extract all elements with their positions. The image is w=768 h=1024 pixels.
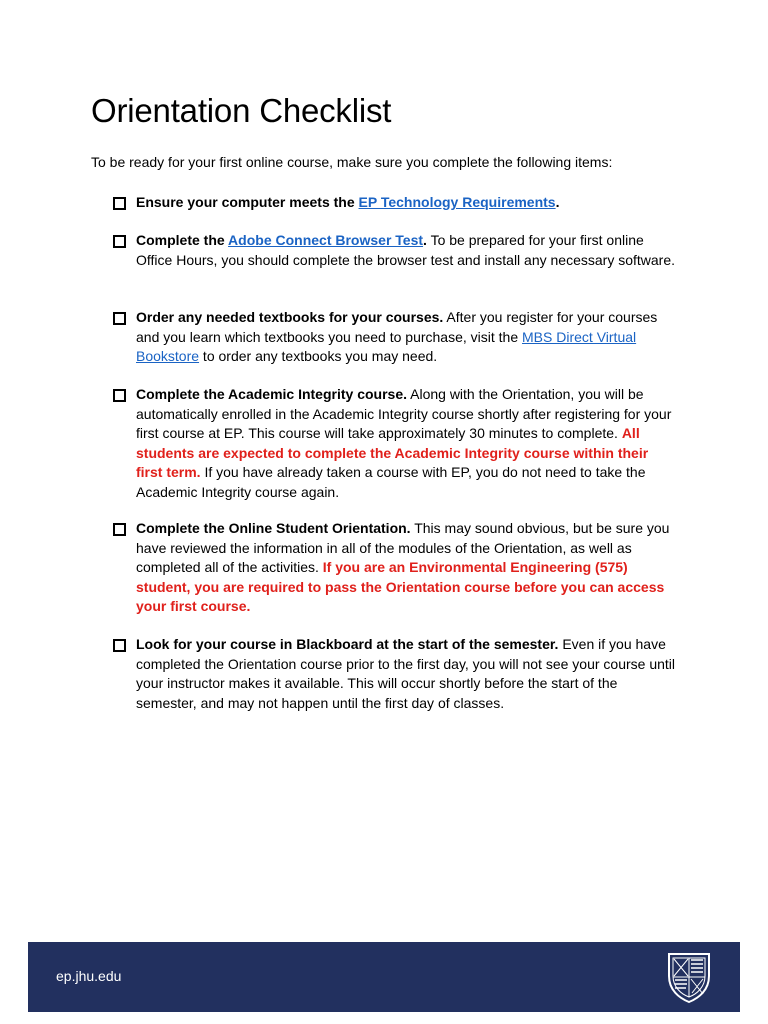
page-title: Orientation Checklist xyxy=(91,92,392,129)
checkbox-icon[interactable] xyxy=(113,235,126,248)
checklist-item-browser-test xyxy=(113,231,683,270)
item-body: Along with the Orientation, you will be automatically enrolled in the Academic Integrity course shortly after registering for your first course at EP. This course will take approximately 30 minutes to complete. xyxy=(136,386,672,441)
checklist-item-text xyxy=(136,308,676,367)
checklist-item-blackboard xyxy=(113,635,683,713)
item-lead: Complete the xyxy=(136,232,229,248)
item-body: Even if you have completed the Orientation course prior to the first day, you will not see your course until your instructor makes it available. This will occur shortly before the start of the semester, and may not happen until the first day of classes. xyxy=(136,636,676,711)
checklist-item-orientation xyxy=(113,519,683,617)
item-punctuation: . xyxy=(423,232,427,248)
item-tail: If you have already taken a course with EP, you do not need to take the Academic Integrity course again. xyxy=(136,464,646,500)
item-lead: Look for your course in Blackboard at the start of the semester. xyxy=(136,636,559,652)
checklist-item-text xyxy=(136,385,676,502)
jhu-shield-icon xyxy=(664,950,714,1004)
ep-technology-requirements-link[interactable]: EP Technology Requirements xyxy=(358,194,556,210)
checklist-item-textbooks xyxy=(113,308,683,367)
item-lead: Complete the Academic Integrity course. xyxy=(136,386,407,402)
checklist-item-text xyxy=(136,193,676,213)
item-body: This may sound obvious, but be sure you have reviewed the information in all of the modules of the Orientation, as well as completed all of the activities. xyxy=(136,520,670,575)
checkbox-icon[interactable] xyxy=(113,523,126,536)
checkbox-icon[interactable] xyxy=(113,312,126,325)
checklist-item-text xyxy=(136,519,676,617)
checkbox-icon[interactable] xyxy=(113,197,126,210)
adobe-connect-browser-test-link[interactable]: Adobe Connect Browser Test xyxy=(228,232,424,248)
checklist-item-academic-integrity xyxy=(113,385,683,502)
item-lead: Complete the Online Student Orientation. xyxy=(136,520,411,536)
footer-bar xyxy=(28,942,740,1012)
item-body: After you register for your courses and you learn which textbooks you need to purchase, visit the xyxy=(136,309,658,345)
item-warning: If you are an Environmental Engineering (575) student, you are required to pass the Orientation course before you can access your first course. xyxy=(136,559,665,614)
checklist-item-text xyxy=(136,231,676,270)
item-warning: All students are expected to complete the Academic Integrity course within their first term. xyxy=(136,425,649,480)
item-punctuation: . xyxy=(555,194,560,210)
checkbox-icon[interactable] xyxy=(113,389,126,402)
item-lead: Ensure your computer meets the xyxy=(136,194,359,210)
mbs-direct-bookstore-link[interactable]: MBS Direct Virtual Bookstore xyxy=(136,328,637,364)
item-tail: to order any textbooks you may need. xyxy=(199,348,438,364)
checklist-item-text xyxy=(136,635,676,713)
item-body: To be prepared for your first online Office Hours, you should complete the browser test and install any necessary software. xyxy=(136,232,676,268)
item-lead: Order any needed textbooks for your courses. xyxy=(136,309,444,325)
intro-text: To be ready for your first online course, make sure you complete the following items: xyxy=(91,154,613,170)
footer-url-link[interactable]: ep.jhu.edu xyxy=(56,968,122,984)
checkbox-icon[interactable] xyxy=(113,639,126,652)
checklist-item-technology xyxy=(113,193,683,213)
